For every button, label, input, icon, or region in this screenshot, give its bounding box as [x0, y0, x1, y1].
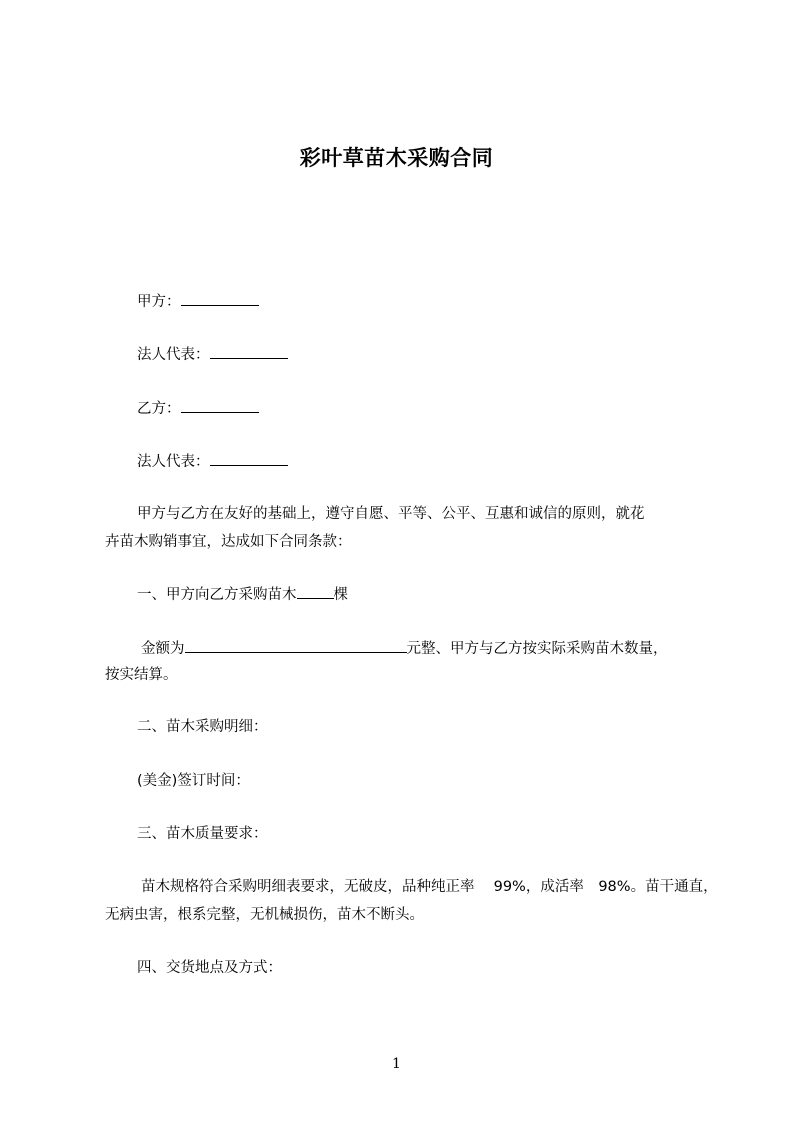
- party-a-legal-blank: [210, 344, 288, 359]
- amount-blank: [185, 638, 407, 653]
- clause4-heading: 四、交货地点及方式：: [137, 960, 282, 976]
- amount-line1: [141, 638, 668, 659]
- clause3-heading: 三、苗木质量要求：: [137, 826, 268, 842]
- party-b-label: 乙方：: [137, 401, 181, 417]
- clause1-line: [137, 584, 348, 605]
- party-b-legal-label: 法人代表：: [137, 454, 210, 470]
- intro-paragraph-line2: 卉苗木购销事宜，达成如下合同条款：: [105, 534, 352, 550]
- party-a-legal-line: [137, 344, 288, 365]
- page-number: 1: [392, 1056, 401, 1072]
- party-a-legal-label: 法人代表：: [137, 347, 210, 363]
- sign-time-line: (美金)签订时间：: [137, 773, 250, 789]
- clause2-heading: 二、苗木采购明细：: [137, 719, 268, 735]
- party-b-legal-blank: [210, 451, 288, 466]
- clause1-quantity-blank: [297, 584, 334, 599]
- party-a-blank: [181, 291, 259, 306]
- quality-line2: 无病虫害，根系完整，无机械损伤，苗木不断头。: [105, 907, 424, 923]
- clause1-suffix: 棵: [333, 587, 348, 603]
- amount-prefix: 金额为: [141, 641, 185, 657]
- amount-suffix: 元整、甲方与乙方按实际采购苗木数量，: [406, 641, 668, 657]
- party-b-legal-line: [137, 451, 288, 472]
- party-b-blank: [181, 398, 259, 413]
- amount-line2: 按实结算。: [105, 667, 178, 683]
- party-a-line: [137, 291, 259, 312]
- clause1-prefix: 一、甲方向乙方采购苗木: [137, 587, 297, 603]
- quality-line1: 苗木规格符合采购明细表要求，无破皮，品种纯正率 99%，成活率 98%。苗干通直，: [141, 879, 718, 895]
- document-title: 彩叶草苗木采购合同: [299, 146, 494, 170]
- party-a-label: 甲方：: [137, 294, 181, 310]
- party-b-line: [137, 398, 259, 419]
- intro-paragraph-line1: 甲方与乙方在友好的基础上，遵守自愿、平等、公平、互惠和诚信的原则，就花: [137, 506, 645, 522]
